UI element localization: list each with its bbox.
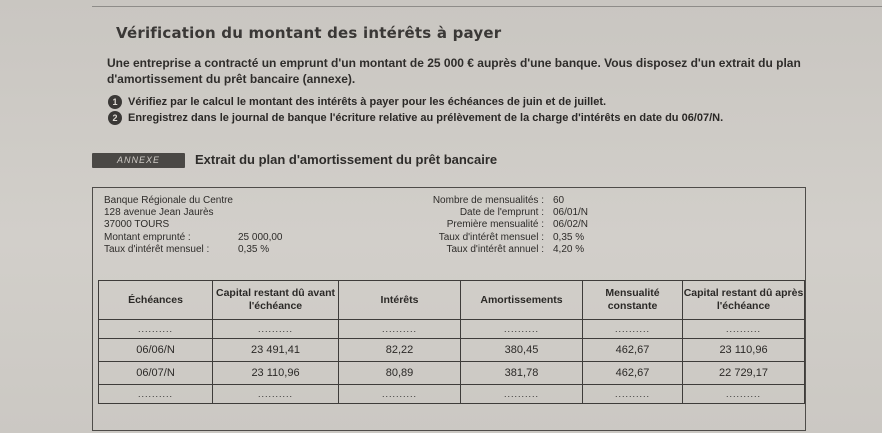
annexe-title: Extrait du plan d'amortissement du prêt bancaire — [195, 152, 498, 167]
montant-value: 25 000,00 — [238, 232, 283, 243]
table-cell: .......... — [99, 320, 213, 339]
table-cell: 06/07/N — [99, 362, 213, 385]
col-header-mensualite: Mensualité constante — [583, 281, 683, 320]
col-header-capital-avant: Capital restant dû avant l'échéance — [213, 281, 339, 320]
nb-mensualites-label: Nombre de mensualités : — [432, 195, 544, 206]
table-cell: .......... — [583, 385, 683, 404]
bank-address: 128 avenue Jean Jaurès — [104, 207, 214, 218]
table-row-ellipsis — [99, 385, 805, 404]
table-cell: 381,78 — [461, 362, 583, 385]
bank-city: 37000 TOURS — [104, 219, 170, 230]
bank-name: Banque Régionale du Centre — [104, 195, 233, 206]
table-cell: .......... — [461, 385, 583, 404]
intro-paragraph: Une entreprise a contracté un emprunt d'un montant de 25 000 € auprès d'une banque. Vous disposez d'un extrait du plan d'amortissement du prêt bancaire (annexe). — [107, 56, 801, 86]
table-row — [99, 339, 805, 362]
table-cell: 82,22 — [339, 339, 461, 362]
taux-mensuel-value: 0,35 % — [553, 232, 585, 243]
section-title: Vérification du montant des intérêts à payer — [116, 24, 502, 42]
col-header-interets: Intérêts — [339, 281, 461, 320]
question-number-icon: 2 — [108, 111, 122, 125]
col-header-capital-apres: Capital restant dû après l'échéance — [683, 281, 805, 320]
top-rule — [92, 6, 882, 7]
table-cell: .......... — [683, 385, 805, 404]
col-header-amortissements: Amortissements — [461, 281, 583, 320]
nb-mensualites-value: 60 — [553, 195, 565, 206]
annexe-badge: ANNEXE — [92, 153, 185, 168]
table-cell: .......... — [213, 320, 339, 339]
table-cell: .......... — [683, 320, 805, 339]
premiere-mensualite-value: 06/02/N — [553, 219, 589, 230]
table-cell: 462,67 — [583, 362, 683, 385]
table-header-row — [99, 281, 805, 320]
table-row — [99, 362, 805, 385]
taux-label: Taux d'intérêt mensuel : — [104, 244, 210, 255]
table-cell: 06/06/N — [99, 339, 213, 362]
col-header-echeances: Échéances — [99, 281, 213, 320]
table-cell: .......... — [583, 320, 683, 339]
table-cell: 80,89 — [339, 362, 461, 385]
question-1 — [112, 95, 808, 109]
premiere-mensualite-label: Première mensualité : — [446, 219, 544, 230]
table-cell: 380,45 — [461, 339, 583, 362]
taux-annuel-value: 4,20 % — [553, 244, 585, 255]
table-row-ellipsis — [99, 320, 805, 339]
table-cell: 462,67 — [583, 339, 683, 362]
question-text: Vérifiez par le calcul le montant des intérêts à payer pour les échéances de juin et de juillet. — [128, 96, 607, 108]
question-text: Enregistrez dans le journal de banque l'écriture relative au prélèvement de la charge d'intérêts en date du 06/07/N. — [128, 112, 724, 124]
table-cell: 23 110,96 — [213, 362, 339, 385]
table-cell: 23 110,96 — [683, 339, 805, 362]
question-2 — [112, 111, 788, 125]
montant-label: Montant emprunté : — [104, 232, 191, 243]
taux-mensuel-label: Taux d'intérêt mensuel : — [438, 232, 544, 243]
taux-annuel-label: Taux d'intérêt annuel : — [446, 244, 544, 255]
date-emprunt-value: 06/01/N — [553, 207, 589, 218]
question-number-icon: 1 — [108, 95, 122, 109]
table-cell: .......... — [99, 385, 213, 404]
table-cell: .......... — [213, 385, 339, 404]
table-cell: .......... — [461, 320, 583, 339]
table-cell: 23 491,41 — [213, 339, 339, 362]
amortization-table — [98, 280, 805, 404]
table-cell: 22 729,17 — [683, 362, 805, 385]
taux-value: 0,35 % — [238, 244, 270, 255]
table-cell: .......... — [339, 385, 461, 404]
table-cell: .......... — [339, 320, 461, 339]
date-emprunt-label: Date de l'emprunt : — [459, 207, 544, 218]
